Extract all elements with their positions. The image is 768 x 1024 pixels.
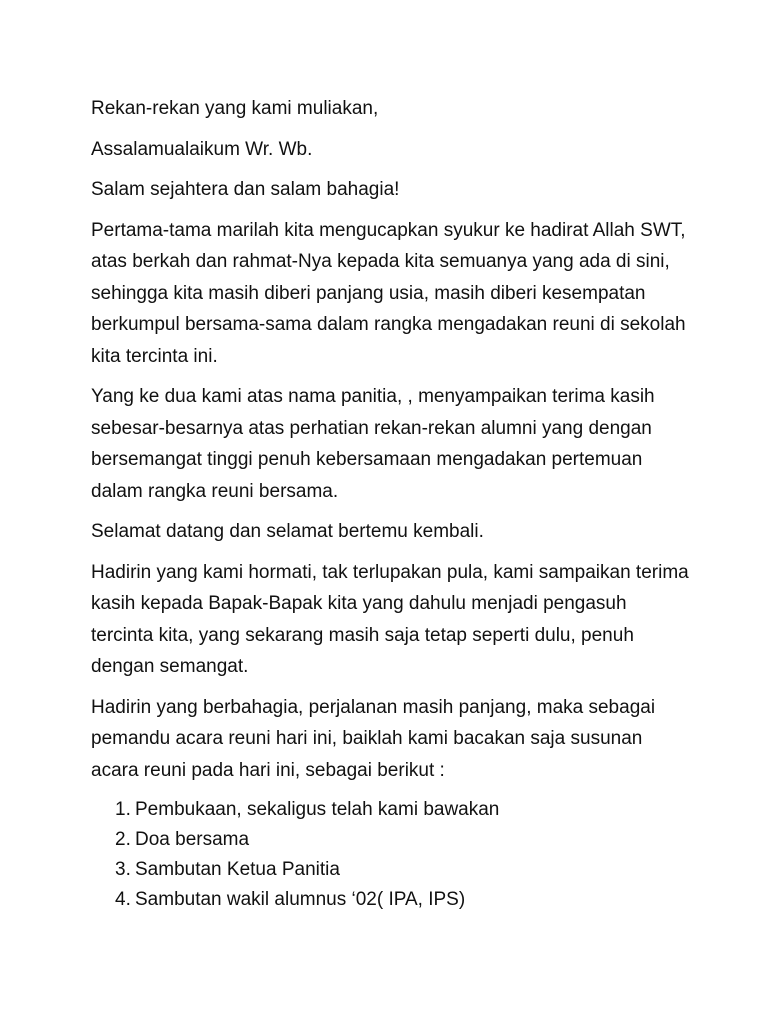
- agenda-item: [91, 885, 691, 915]
- agenda-item: [91, 855, 691, 885]
- agenda-list: [91, 795, 691, 915]
- agenda-text: Pembukaan, sekaligus telah kami bawakan: [135, 799, 500, 820]
- agenda-item: [91, 795, 691, 825]
- paragraph-2: Yang ke dua kami atas nama panitia, , menyampaikan terima kasih sebesar-besarnya atas perhatian rekan-rekan alumni yang dengan bersemangat tinggi penuh kebersamaan mengadakan pertemuan dalam rangka reuni bersama.: [91, 386, 655, 502]
- agenda-number: 4.: [115, 889, 131, 910]
- agenda-number: 1.: [115, 799, 131, 820]
- paragraph-3: Selamat datang dan selamat bertemu kembali.: [91, 521, 484, 542]
- document-body: [91, 93, 691, 915]
- agenda-text: Sambutan Ketua Panitia: [135, 859, 340, 880]
- agenda-number: 3.: [115, 859, 131, 880]
- salam-line-1: Assalamualaikum Wr. Wb.: [91, 138, 313, 160]
- paragraph-5: Hadirin yang berbahagia, perjalanan masih panjang, maka sebagai pemandu acara reuni hari ini, baiklah kami bacakan saja susunan acara reuni pada hari ini, sebagai berikut :: [91, 696, 656, 781]
- agenda-item: [91, 825, 691, 855]
- agenda-text: Sambutan wakil alumnus ‘02( IPA, IPS): [135, 889, 466, 910]
- paragraph-1: Pertama-tama marilah kita mengucapkan syukur ke hadirat Allah SWT, atas berkah dan rahmat-Nya kepada kita semuanya yang ada di sini, sehingga kita masih diberi panjang usia, masih diberi kesempatan berkumpul bersama-sama dalam rangka mengadakan reuni di sekolah kita tercinta ini.: [91, 219, 686, 367]
- agenda-number: 2.: [115, 829, 131, 850]
- salam-line-2: Salam sejahtera dan salam bahagia!: [91, 179, 400, 200]
- agenda-text: Doa bersama: [135, 829, 250, 850]
- greeting-line: Rekan-rekan yang kami muliakan,: [91, 98, 379, 119]
- paragraph-4: Hadirin yang kami hormati, tak terlupakan pula, kami sampaikan terima kasih kepada Bapak-Bapak kita yang dahulu menjadi pengasuh tercinta kita, yang sekarang masih saja tetap seperti dulu, penuh dengan semangat.: [91, 561, 689, 677]
